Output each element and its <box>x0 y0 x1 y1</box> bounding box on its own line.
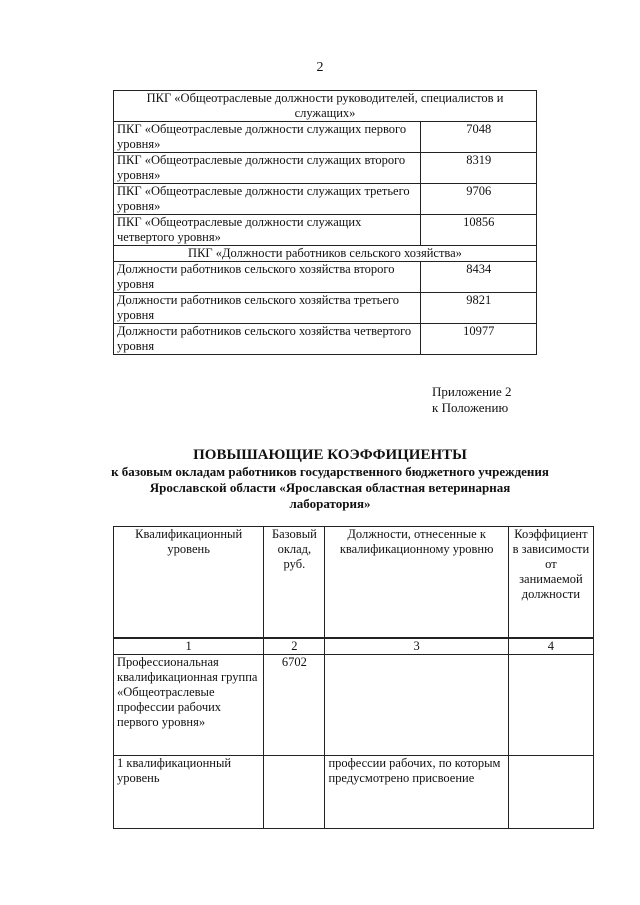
group-name: Должности работников сельского хозяйства четвертого уровня <box>114 324 421 355</box>
heading-subtitle: к базовым окладам работников государственного бюджетного учреждения Ярославской области «Ярославская областная ветеринарная лаборатория» <box>111 464 549 511</box>
coefficient-cell <box>508 756 593 829</box>
salary-value: 10977 <box>421 324 537 355</box>
salary-value: 9706 <box>421 184 537 215</box>
salary-cell <box>264 756 325 829</box>
salary-value: 10856 <box>421 215 537 246</box>
group-name: ПКГ «Общеотраслевые должности служащих третьего уровня» <box>114 184 421 215</box>
group-header: ПКГ «Общеотраслевые должности руководителей, специалистов и служащих» <box>114 91 537 122</box>
table-row <box>114 293 537 324</box>
column-header: Должности, отнесенные к квалификационному уровню <box>325 527 508 639</box>
salary-groups-table <box>113 90 537 355</box>
column-header: Базовый оклад, руб. <box>264 527 325 639</box>
salary-value: 8319 <box>421 153 537 184</box>
column-number: 3 <box>325 638 508 655</box>
table-row <box>114 153 537 184</box>
table-row <box>114 122 537 153</box>
positions-text: профессии рабочих, по которым предусмотрено присвоение <box>325 756 508 829</box>
group-name: ПКГ «Общеотраслевые должности служащих второго уровня» <box>114 153 421 184</box>
table-row <box>114 246 537 262</box>
coefficient-cell <box>508 655 593 756</box>
column-number: 4 <box>508 638 593 655</box>
table-row <box>114 91 537 122</box>
document-heading <box>110 446 550 512</box>
column-header: Коэффициент в зависимости от занимаемой должности <box>508 527 593 639</box>
positions-cell <box>325 655 508 756</box>
table-row <box>114 756 594 829</box>
column-number: 1 <box>114 638 264 655</box>
table-row <box>114 184 537 215</box>
table-row <box>114 324 537 355</box>
appendix-line: к Положению <box>432 400 509 415</box>
group-name: Должности работников сельского хозяйства второго уровня <box>114 262 421 293</box>
column-number: 2 <box>264 638 325 655</box>
coefficients-table <box>113 526 594 829</box>
group-name: ПКГ «Общеотраслевые должности служащих четвертого уровня» <box>114 215 421 246</box>
column-number-row <box>114 638 594 655</box>
salary-value: 7048 <box>421 122 537 153</box>
salary-value: 8434 <box>421 262 537 293</box>
group-name: ПКГ «Общеотраслевые должности служащих первого уровня» <box>114 122 421 153</box>
table-row <box>114 262 537 293</box>
column-header: Квалификационный уровень <box>114 527 264 639</box>
page-number: 2 <box>316 60 324 75</box>
header-row <box>114 527 594 639</box>
table-row <box>114 655 594 756</box>
heading-title: ПОВЫШАЮЩИЕ КОЭФФИЦИЕНТЫ <box>193 447 467 463</box>
appendix-line: Приложение 2 <box>432 384 512 399</box>
table-row <box>114 215 537 246</box>
appendix-note <box>432 384 512 416</box>
salary-value: 9821 <box>421 293 537 324</box>
group-name: Профессиональная квалификационная группа «Общеотраслевые профессии рабочих первого уровня» <box>114 655 264 756</box>
salary-value: 6702 <box>264 655 325 756</box>
level-name: 1 квалификационный уровень <box>114 756 264 829</box>
group-name: Должности работников сельского хозяйства третьего уровня <box>114 293 421 324</box>
group-header: ПКГ «Должности работников сельского хозяйства» <box>114 246 537 262</box>
